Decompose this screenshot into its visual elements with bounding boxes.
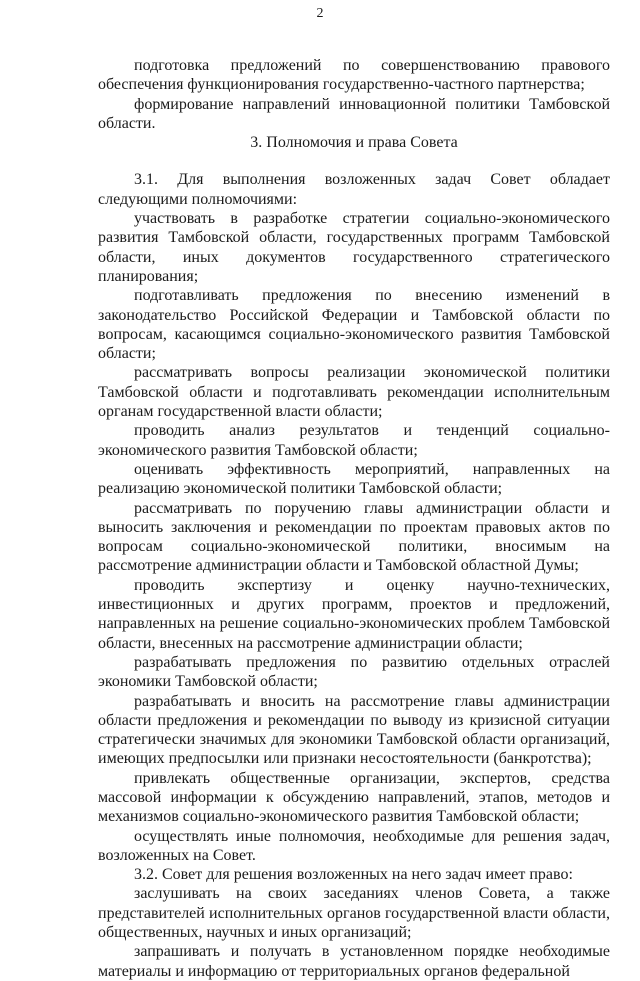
paragraph: заслушивать на своих заседаниях членов Совета, а также представителей исполнительных органов государственной власти области, общественных, научных и иных организаций;: [98, 885, 610, 942]
paragraph: 3.1. Для выполнения возложенных задач Совет обладает следующими полномочиями:: [98, 171, 610, 208]
paragraph: рассматривать по поручению главы администрации области и выносить заключения и рекомендации по проектам правовых актов по вопросам социально-экономической политики, вносимым на рассмотрение администрации области и Тамбовской областной Думы;: [98, 499, 610, 575]
paragraph: привлекать общественные организации, экспертов, средства массовой информации к обсуждению направлений, этапов, методов и механизмов социально-экономического развития Тамбовской области;: [98, 769, 610, 826]
paragraph: формирование направлений инновационной политики Тамбовской области.: [98, 95, 610, 132]
paragraph: проводить экспертизу и оценку научно-технических, инвестиционных и других программ, проектов и предложений, направленных на решение социально-экономических проблем Тамбовской области, внесенных на рассмотрение администрации области;: [98, 576, 610, 652]
section-heading: 3. Полномочия и права Совета: [250, 134, 458, 152]
paragraph: оценивать эффективность мероприятий, направленных на реализацию экономической политики Тамбовской области;: [98, 460, 610, 498]
paragraph: рассматривать вопросы реализации экономической политики Тамбовской области и подготавливать рекомендации исполнительным органам государственной власти области;: [98, 364, 610, 421]
paragraph: подготавливать предложения по внесению изменений в законодательство Российской Федерации и Тамбовской области по вопросам, касающимся социально-экономического развития Тамбовской области;: [98, 287, 610, 363]
paragraph: осуществлять иные полномочия, необходимые для решения задач, возложенных на Совет.: [98, 827, 610, 864]
paragraph: запрашивать и получать в установленном порядке необходимые материалы и информацию от территориальных органов федеральной: [98, 943, 610, 980]
paragraph: участвовать в разработке стратегии социально-экономического развития Тамбовской области, государственных программ Тамбовской области, иных документов государственного стратегического планирования;: [98, 210, 610, 285]
paragraph: проводить анализ результатов и тенденций социально-экономического развития Тамбовской области;: [98, 422, 610, 459]
paragraph: разрабатывать предложения по развитию отдельных отраслей экономики Тамбовской области;: [98, 653, 610, 691]
paragraph: подготовка предложений по совершенствованию правового обеспечения функционирования государственно-частного партнерства;: [98, 57, 610, 94]
page-number: 2: [316, 6, 324, 21]
paragraph: разрабатывать и вносить на рассмотрение главы администрации области предложения и рекомендации по выводу из кризисной ситуации стратегически значимых для экономики Тамбовской области организаций, имеющих предпосылки или признаки несостоятельности (банкротства);: [98, 692, 610, 768]
document-body: [98, 56, 610, 981]
paragraph: 3.2. Совет для решения возложенных на него задач имеет право:: [134, 866, 573, 884]
